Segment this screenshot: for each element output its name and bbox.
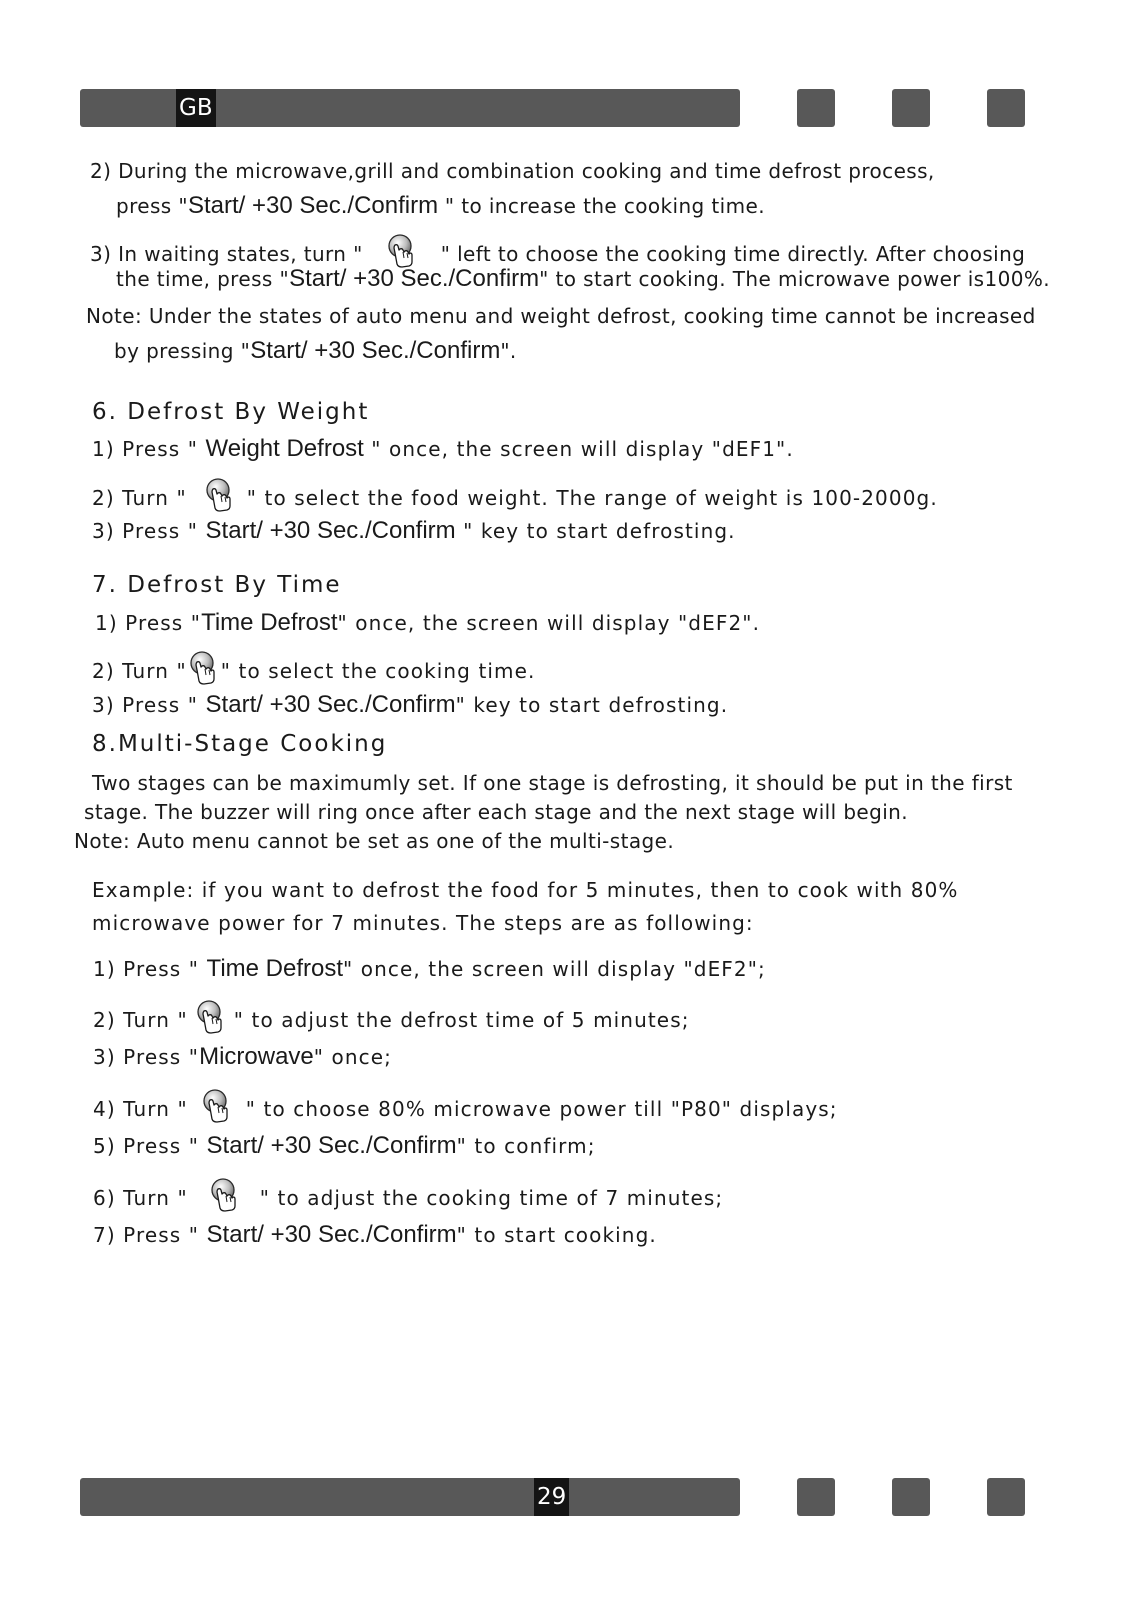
step-text: 3) Press " <box>92 519 206 543</box>
step-text: " to confirm; <box>456 1134 596 1158</box>
paragraph-text: Two stages can be maximumly set. If one stage is defrosting, it should be put in the first <box>92 771 1013 795</box>
note-text: by pressing " <box>114 339 251 363</box>
footer-square-2 <box>892 1478 930 1516</box>
step-text: " to select the food weight. The range of weight is 100-2000g. <box>246 486 938 510</box>
step-text: 3) Press " <box>92 693 206 717</box>
s8-example-line-2 <box>92 910 754 936</box>
paragraph-text: stage. The buzzer will ring once after each stage and the next stage will begin. <box>84 800 909 824</box>
example-text: microwave power for 7 minutes. The steps are as following: <box>92 911 754 935</box>
intro-text: 3) In waiting states, turn " <box>90 242 363 266</box>
intro-note-line-2 <box>114 338 517 364</box>
key-label: Start/ +30 Sec./Confirm <box>206 1132 457 1159</box>
step-text: " once; <box>313 1045 392 1069</box>
s8-note <box>74 828 674 854</box>
example-text: Example: if you want to defrost the food for 5 minutes, then to cook with 80% <box>92 878 959 902</box>
s8-step-1 <box>93 956 766 982</box>
page-number: 29 <box>534 1478 569 1516</box>
intro-text: " to increase the cooking time. <box>438 194 765 218</box>
intro-text: the time, press " <box>116 267 290 291</box>
step-text: 3) Press " <box>93 1045 200 1069</box>
key-label: Time Defrost <box>206 955 344 982</box>
step-text: " key to start defrosting. <box>455 693 729 717</box>
intro-line-1 <box>90 158 935 184</box>
intro-line-2 <box>116 193 765 219</box>
step-text: 1) Press " <box>93 957 207 981</box>
language-tag: GB <box>176 89 216 127</box>
step-text: 2) Turn " <box>92 659 187 683</box>
step-text: 4) Turn " <box>93 1097 188 1121</box>
knob-with-hand-icon <box>208 1177 242 1213</box>
step-text: " once, the screen will display "dEF2"; <box>343 957 766 981</box>
step-text: 1) Press " <box>92 437 206 461</box>
key-label: Microwave <box>199 1043 314 1070</box>
key-label: Time Defrost <box>201 609 338 636</box>
s6-step-2 <box>92 477 938 513</box>
step-text: 5) Press " <box>93 1134 207 1158</box>
s8-step-7 <box>93 1222 657 1248</box>
s7-step-2 <box>92 650 535 686</box>
header-square-3 <box>987 89 1025 127</box>
s8-paragraph-line-1 <box>92 770 1013 796</box>
s8-step-2 <box>93 999 690 1035</box>
s8-step-5 <box>93 1133 596 1159</box>
intro-line-3 <box>90 233 1025 269</box>
s6-step-1 <box>92 436 794 462</box>
step-text: 6) Turn " <box>93 1186 188 1210</box>
intro-text: " to start cooking. The microwave power is100%. <box>539 267 1051 291</box>
intro-text: 2) During the microwave,grill and combination cooking and time defrost process, <box>90 159 935 183</box>
note-text: Note: Auto menu cannot be set as one of the multi-stage. <box>74 829 675 853</box>
note-text: Note: Under the states of auto menu and weight defrost, cooking time cannot be increased <box>86 304 1036 328</box>
knob-with-hand-icon <box>187 650 221 686</box>
key-label: Start/ +30 Sec./Confirm <box>205 691 456 718</box>
s8-step-3 <box>93 1044 392 1070</box>
note-text: ". <box>500 339 517 363</box>
step-text: " to adjust the cooking time of 7 minutes; <box>259 1186 724 1210</box>
step-text: 2) Turn " <box>93 1008 188 1032</box>
s8-step-6 <box>93 1177 723 1213</box>
knob-with-hand-icon <box>194 999 228 1035</box>
knob-with-hand-icon <box>385 233 419 269</box>
step-text: " once, the screen will display "dEF1". <box>363 437 794 461</box>
step-text: 2) Turn " <box>92 486 187 510</box>
key-label: Start/ +30 Sec./Confirm <box>206 1221 457 1248</box>
intro-text: " left to choose the cooking time directly. After choosing <box>440 242 1026 266</box>
s8-example-line-1 <box>92 877 959 903</box>
s8-paragraph-line-2 <box>84 799 908 825</box>
section-6-heading: 6. Defrost By Weight <box>92 399 370 425</box>
step-text: " to select the cooking time. <box>220 659 536 683</box>
footer-square-1 <box>797 1478 835 1516</box>
step-text: " to adjust the defrost time of 5 minutes; <box>233 1008 690 1032</box>
footer-square-3 <box>987 1478 1025 1516</box>
step-text: " to choose 80% microwave power till "P80" displays; <box>245 1097 838 1121</box>
key-label: Start/ +30 Sec./Confirm <box>289 265 540 292</box>
intro-line-4 <box>116 266 1050 292</box>
step-text: 1) Press " <box>95 611 202 635</box>
key-label: Start/ +30 Sec./Confirm <box>250 337 501 364</box>
knob-with-hand-icon <box>203 477 237 513</box>
intro-note-line-1 <box>86 303 1036 329</box>
s8-step-4 <box>93 1088 838 1124</box>
key-label: Weight Defrost <box>205 435 364 462</box>
footer-bar <box>80 1478 740 1516</box>
key-label: Start/ +30 Sec./Confirm <box>205 517 456 544</box>
knob-with-hand-icon <box>200 1088 234 1124</box>
section-7-heading: 7. Defrost By Time <box>92 572 342 598</box>
s7-step-3 <box>92 692 728 718</box>
header-square-1 <box>797 89 835 127</box>
key-label: Start/ +30 Sec./Confirm <box>187 192 439 219</box>
step-text: " to start cooking. <box>456 1223 657 1247</box>
s7-step-1 <box>95 610 760 636</box>
header-square-2 <box>892 89 930 127</box>
s6-step-3 <box>92 518 736 544</box>
step-text: 7) Press " <box>93 1223 207 1247</box>
section-8-heading: 8.Multi-Stage Cooking <box>92 731 388 757</box>
step-text: " once, the screen will display "dEF2". <box>337 611 761 635</box>
intro-text: press " <box>116 194 188 218</box>
step-text: " key to start defrosting. <box>455 519 736 543</box>
